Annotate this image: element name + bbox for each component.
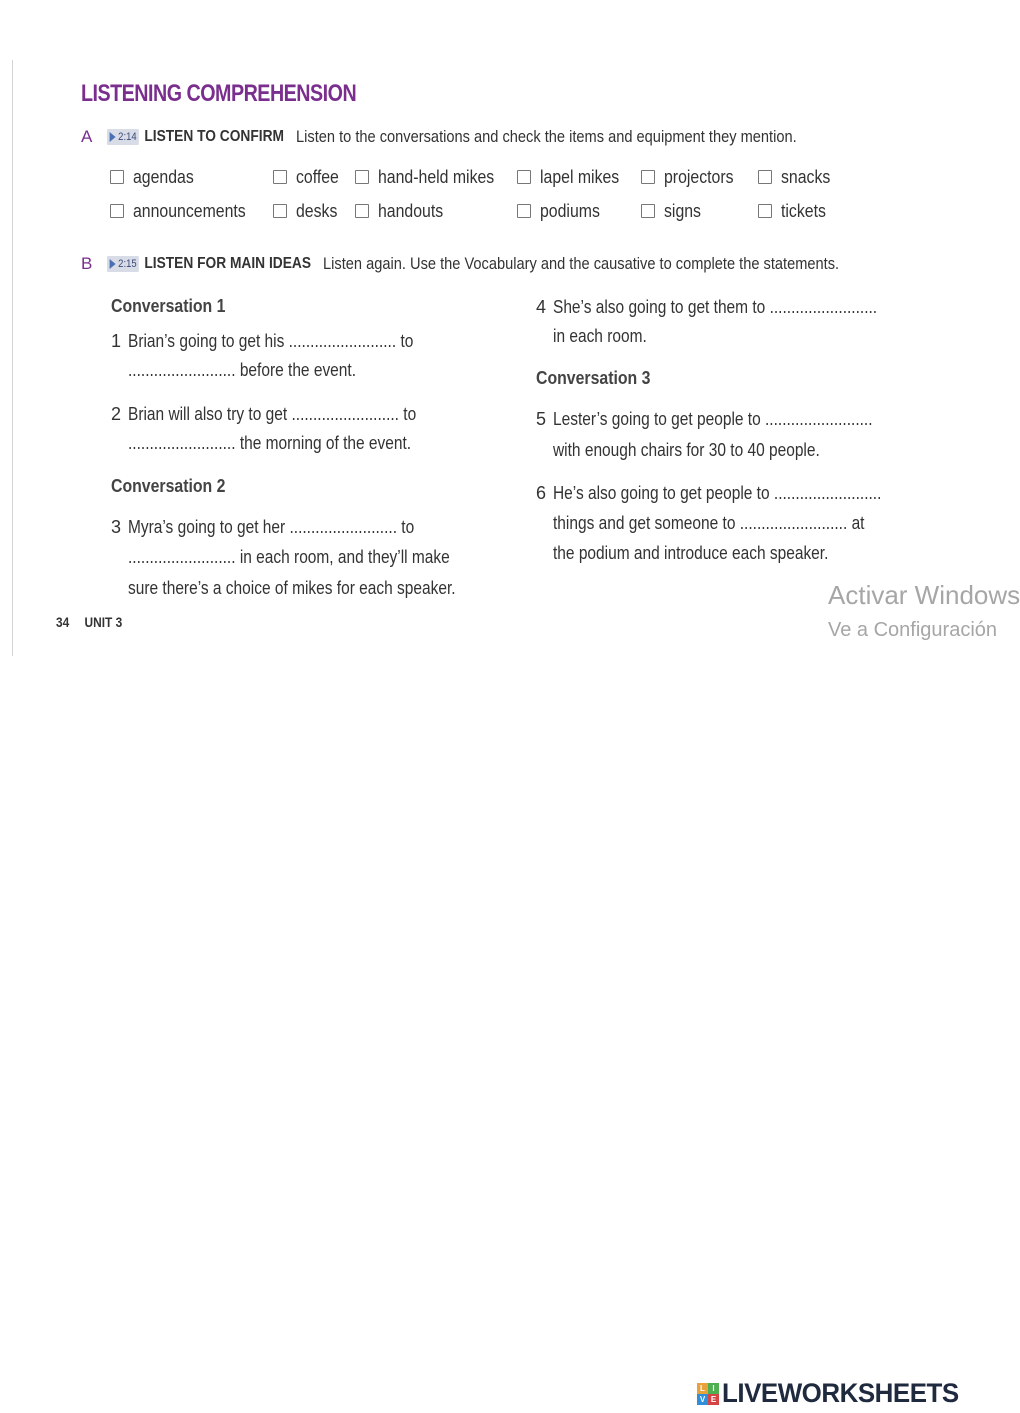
checkbox-handouts[interactable] [355,199,452,223]
question-6-line-3: the podium and introduce each speaker. [553,543,829,563]
unit-label: UNIT 3 [84,614,123,630]
checkbox-box[interactable] [355,170,369,184]
question-1-line-2: ......................... before the event. [128,360,357,380]
question-3-line-1: Myra’s going to get her ......................... to [128,517,415,537]
question-3-line-3: sure there’s a choice of mikes for each speaker. [128,578,456,598]
audio-track-label: 2:14 [118,131,137,143]
checkbox-label: snacks [781,166,831,187]
checkbox-box[interactable] [517,170,531,184]
page-edge [12,60,13,656]
checkbox-label: agendas [133,166,194,187]
checkbox-label: coffee [296,166,339,187]
page-footer [56,614,138,630]
checkbox-label: hand-held mikes [378,166,495,187]
instruction-text: Listen again. Use the Vocabulary and the causative to complete the statements. [323,254,840,273]
question-3-line-2: ......................... in each room, and they’ll make [128,547,450,567]
brand-name: LIVEWORKSHEETS [722,1378,959,1408]
checkbox-box[interactable] [110,204,124,218]
checkbox-box[interactable] [517,204,531,218]
task-title: LISTEN FOR MAIN IDEAS [144,255,311,272]
section-b-letter: B [81,254,93,273]
checkbox-agendas[interactable] [110,165,202,189]
liveworksheets-logo-icon [697,1383,719,1405]
checkbox-label: announcements [133,200,246,221]
page-number: 34 [56,614,70,630]
task-title: LISTEN TO CONFIRM [144,128,284,145]
checkbox-desks[interactable] [273,199,343,223]
section-heading: LISTENING COMPREHENSION [81,80,357,107]
checkbox-box[interactable] [758,170,772,184]
checkbox-hand-held-mikes[interactable] [355,165,510,189]
checkbox-coffee[interactable] [273,165,345,189]
checkbox-label: desks [296,200,338,221]
checkbox-box[interactable] [355,204,369,218]
question-4-line-2: in each room. [553,326,647,346]
question-number: 5 [536,409,547,429]
checkbox-box[interactable] [110,170,124,184]
audio-track-button-b[interactable] [107,256,139,272]
question-number: 1 [111,331,122,351]
question-1-line-1: Brian’s going to get his ......................... to [128,331,414,351]
logo-letter: I [708,1383,719,1394]
question-number: 6 [536,483,547,503]
question-number: 2 [111,404,122,424]
checkbox-label: tickets [781,200,826,221]
checkbox-label: signs [664,200,701,221]
question-number: 3 [111,517,122,537]
checkbox-announcements[interactable] [110,199,261,223]
checkbox-snacks[interactable] [758,165,837,189]
instruction-text: Listen to the conversations and check the items and equipment they mention. [296,127,797,146]
activation-watermark-line-1: Activar Windows [828,580,1020,610]
question-2-line-1: Brian will also try to get ......................... to [128,404,417,424]
question-5-line-1: Lester’s going to get people to ......................... [553,409,873,429]
checkbox-box[interactable] [273,204,287,218]
play-icon [110,259,116,269]
question-4-line-1: She’s also going to get them to ......................... [553,297,878,317]
checkbox-label: projectors [664,166,734,187]
audio-track-button-a[interactable] [107,129,139,145]
checkbox-label: handouts [378,200,444,221]
logo-letter: V [697,1394,708,1405]
checkbox-label: lapel mikes [540,166,620,187]
conversation-3-title: Conversation 3 [536,368,651,388]
audio-track-label: 2:15 [118,258,137,270]
liveworksheets-brand [697,1378,969,1409]
play-icon [110,132,116,142]
checkbox-signs[interactable] [641,199,706,223]
checkbox-tickets[interactable] [758,199,832,223]
question-6-line-1: He’s also going to get people to ......................... [553,483,882,503]
checkbox-box[interactable] [758,204,772,218]
section-a-letter: A [81,127,93,146]
activation-watermark-line-2: Ve a Configuración [828,619,998,641]
logo-letter: E [708,1394,719,1405]
logo-letter: L [697,1383,708,1394]
checkbox-label: podiums [540,200,600,221]
question-number: 4 [536,297,547,317]
checkbox-box[interactable] [641,170,655,184]
checkbox-projectors[interactable] [641,165,743,189]
checkbox-box[interactable] [273,170,287,184]
question-6-line-2: things and get someone to ......................... at [553,513,865,533]
question-5-line-2: with enough chairs for 30 to 40 people. [553,440,820,460]
conversation-1-title: Conversation 1 [111,296,226,316]
checkbox-lapel-mikes[interactable] [517,165,630,189]
checkbox-box[interactable] [641,204,655,218]
checkbox-podiums[interactable] [517,199,608,223]
question-2-line-2: ......................... the morning of the event. [128,433,412,453]
conversation-2-title: Conversation 2 [111,476,226,496]
